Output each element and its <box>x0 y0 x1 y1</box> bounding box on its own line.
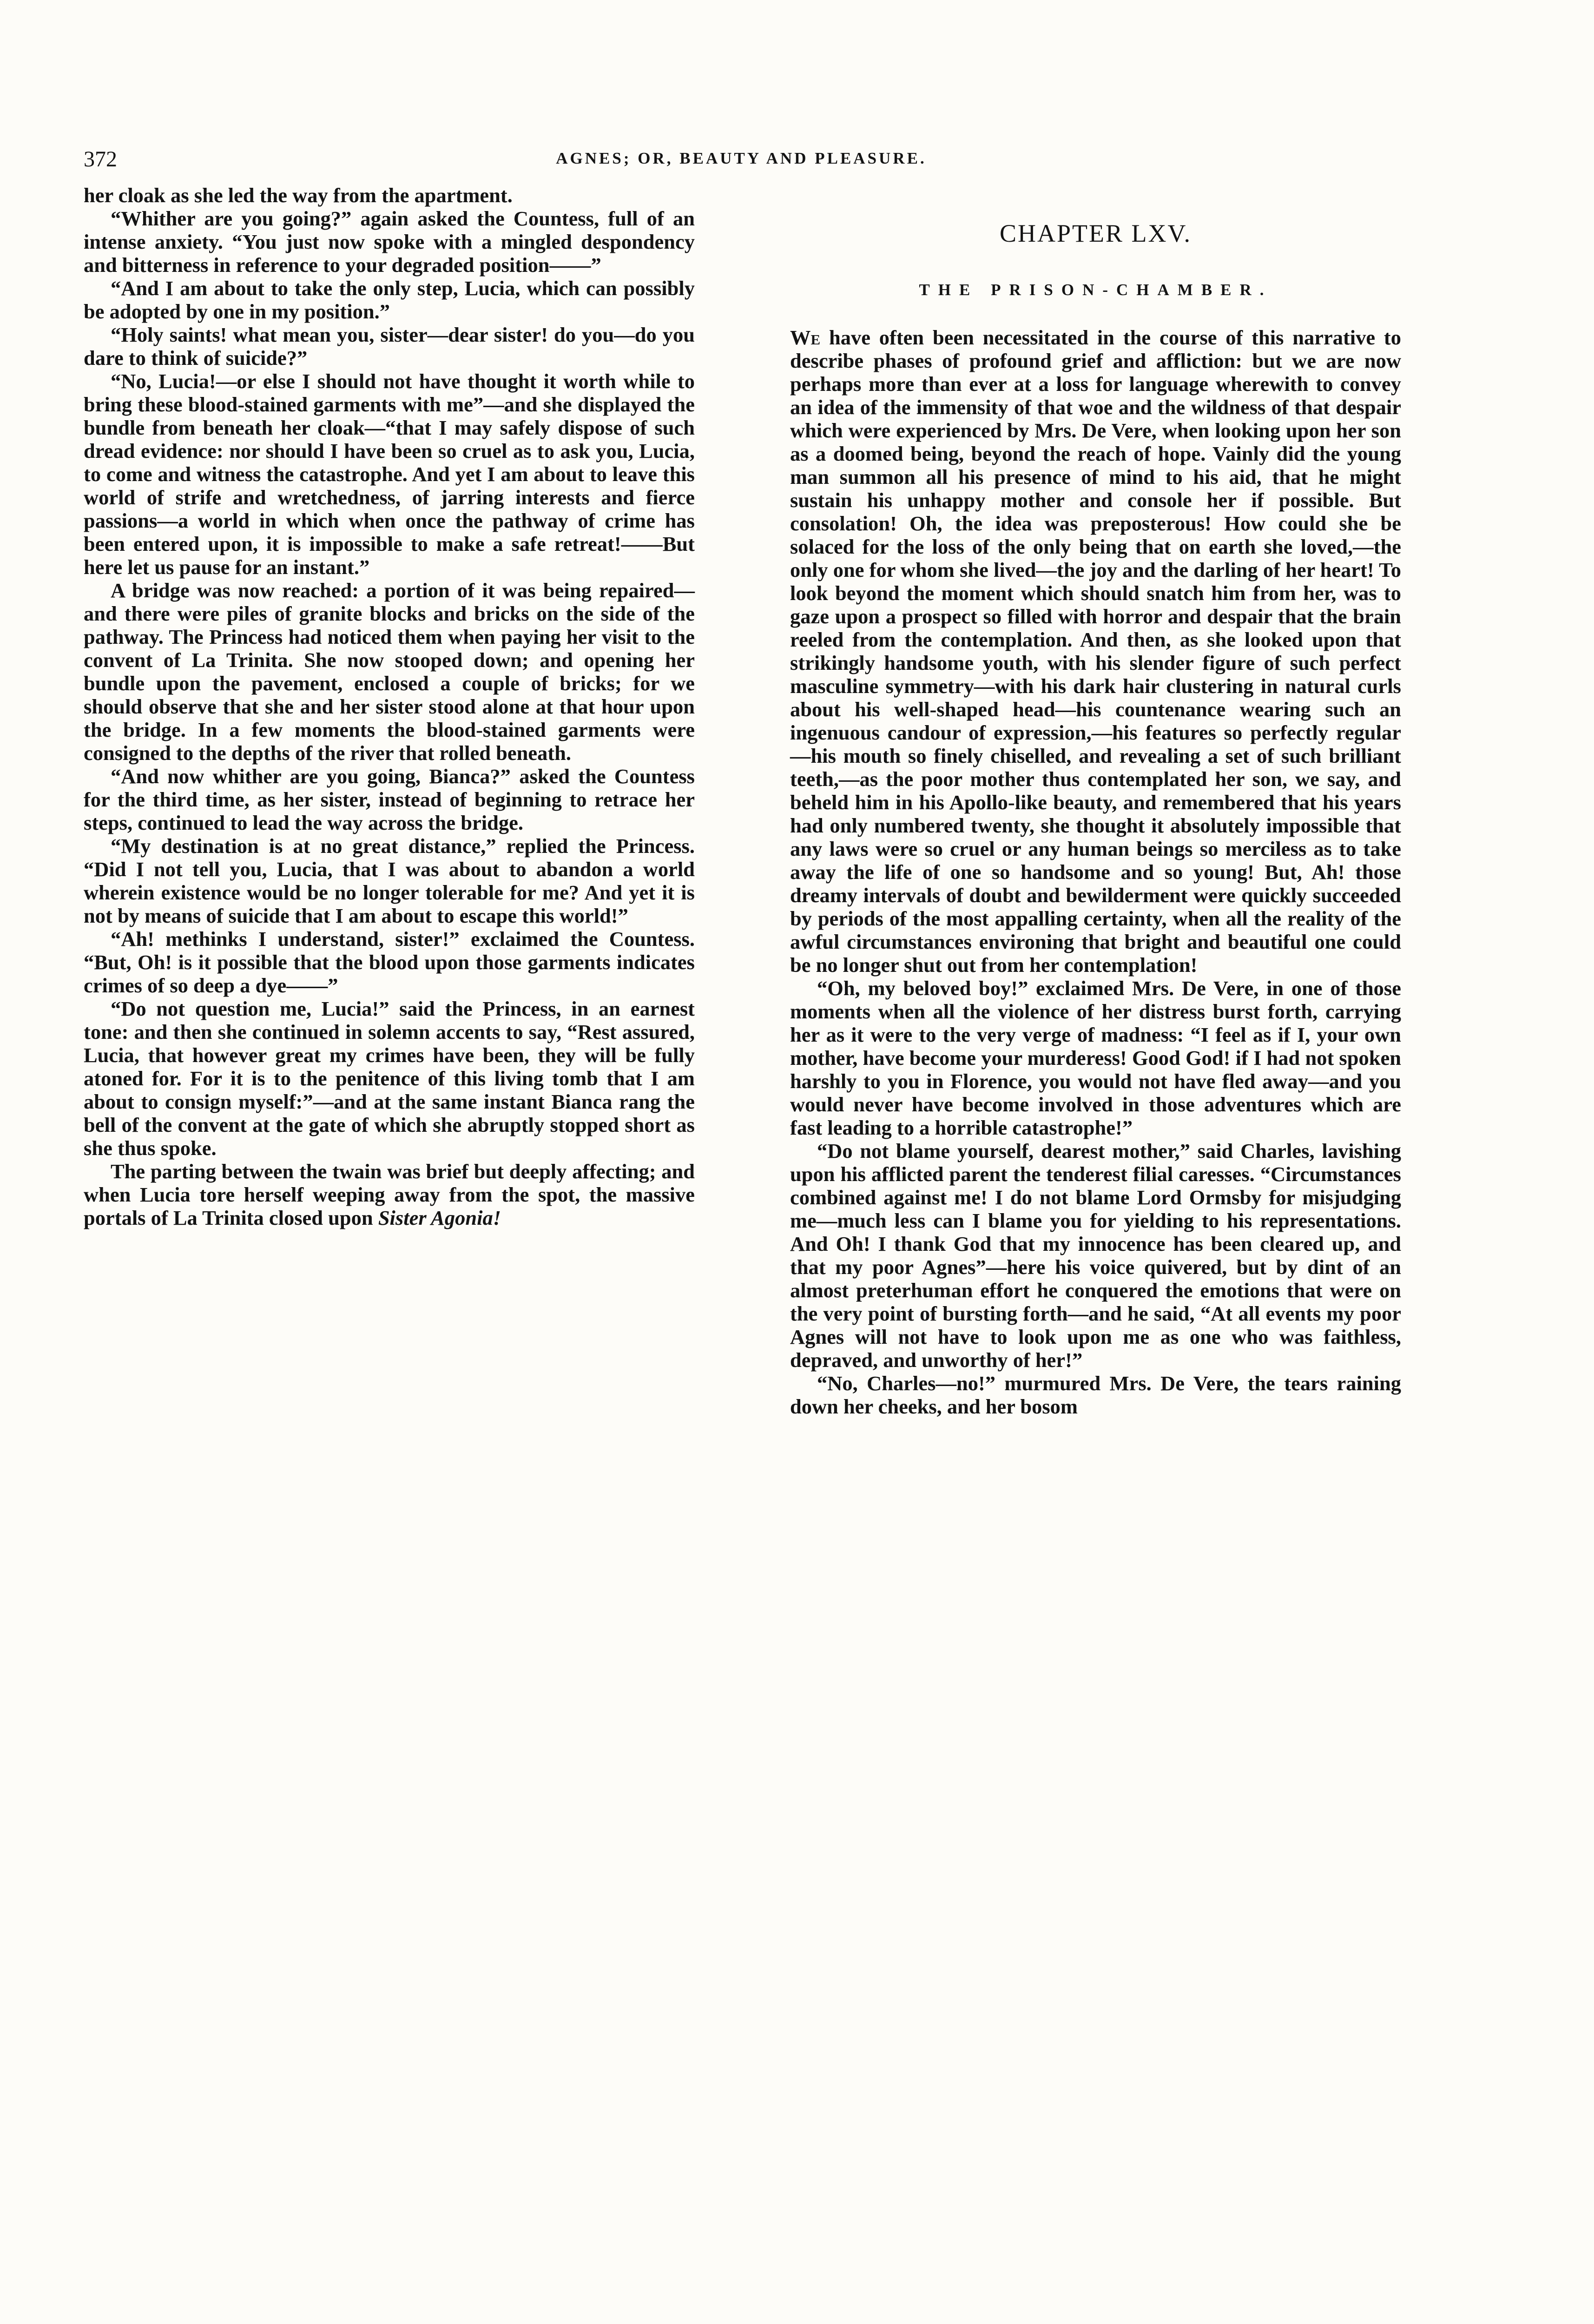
left-column <box>84 184 695 1229</box>
paragraph: “Do not question me, Lucia!” said the Princess, in an earnest tone: and then she continued in solemn accents to say, “Rest assured, Lucia, that however great my crimes have been, they will be fully atoned for. For it is to the penitence of this living tomb that I am about to consign myself:”—and at the same instant Bianca rang the bell of the convent at the gate of which she abruptly stopped short as she thus spoke. <box>84 997 695 1160</box>
paragraph <box>790 326 1401 977</box>
page-header <box>84 146 1399 184</box>
opening-word: We <box>790 326 821 349</box>
paragraph: “Do not blame yourself, dearest mother,” said Charles, lavishing upon his afflicted parent the tenderest filial caresses. “Circumstances combined against me! I do not blame Lord Ormsby for misjudging me—much less can I blame you for yielding to his representations. And Oh! I thank God that my innocence has been cleared up, and that my poor Agnes”—here his voice quivered, but by dint of an almost preterhuman effort he conquered the emotions that were on the very point of bursting forth—and he said, “At all events my poor Agnes will not have to look upon me as one who was faithless, depraved, and unworthy of her!” <box>790 1139 1401 1372</box>
page-number: 372 <box>84 147 117 172</box>
right-column <box>790 184 1401 1418</box>
running-head: AGNES; OR, BEAUTY AND PLEASURE. <box>556 149 927 167</box>
closing-emphasis: Sister Agonia! <box>378 1206 501 1229</box>
paragraph: “And I am about to take the only step, Lucia, which can possibly be adopted by one in my position.” <box>84 277 695 323</box>
paragraph: “My destination is at no great distance,” replied the Princess. “Did I not tell you, Lucia, that I was about to abandon a world wherein existence would be no longer tolerable for me? And yet it is not by means of suicide that I am about to escape this world!” <box>84 834 695 927</box>
paragraph: her cloak as she led the way from the apartment. <box>84 184 513 207</box>
paragraph: “Whither are you going?” again asked the Countess, full of an intense anxiety. “You just now spoke with a mingled despondency and bitterness in reference to your degraded position——” <box>84 207 695 277</box>
paragraph <box>84 1160 695 1229</box>
paragraph: “Ah! methinks I understand, sister!” exclaimed the Countess. “But, Oh! is it possible that the blood upon those garments indicates crimes of so deep a dye——” <box>84 927 695 997</box>
paragraph: “Holy saints! what mean you, sister—dear sister! do you—do you dare to think of suicide?” <box>84 323 695 370</box>
chapter-subtitle: THE PRISON-CHAMBER. <box>919 281 1272 299</box>
paragraph: “No, Lucia!—or else I should not have thought it worth while to bring these blood-stained garments with me”—and she displayed the bundle from beneath her cloak—“that I may safely dispose of such dread evidence: nor should I have been so cruel as to ask you, Lucia, to come and witness the catastrophe. And yet I am about to leave this world of strife and wretchedness, of jarring interests and fierce passions—a world in which when once the pathway of crime has been entered upon, it is impossible to make a safe retreat!——But here let us pause for an instant.” <box>84 370 695 579</box>
paragraph: A bridge was now reached: a portion of it was being repaired—and there were piles of granite blocks and bricks on the side of the pathway. The Princess had noticed them when paying her visit to the convent of La Trinita. She now stooped down; and opening her bundle upon the pavement, enclosed a couple of bricks; for we should observe that she and her sister stood alone at that hour upon the bridge. In a few moments the blood-stained garments were consigned to the depths of the river that rolled beneath. <box>84 579 695 765</box>
chapter-title: CHAPTER LXV. <box>999 219 1192 247</box>
paragraph-text: have often been necessitated in the course of this narrative to describe phases of profound grief and affliction: but we are now perhaps more than ever at a loss for language wherewith to convey an idea of the immensity of that woe and the wildness of that despair which were experienced by Mrs. De Vere, when looking upon her son as a doomed being, beyond the reach of hope. Vainly did the young man summon all his presence of mind to his aid, that he might sustain his unhappy mother and console her if possible. But consolation! Oh, the idea was preposterous! How could she be solaced for the loss of the only being that on earth she loved,—the only one for whom she lived—the joy and the darling of her heart! To look beyond the moment which should snatch him from her, was to gaze upon a prospect so filled with horror and despair that the brain reeled from the contemplation. And then, as she looked upon that strikingly handsome youth, with his slender figure of such perfect masculine symmetry—with his dark hair clustering in natural curls about his well-shaped head—his countenance wearing such an ingenuous candour of expression,—his features so perfectly regular—his mouth so finely chiselled, and revealing a set of such brilliant teeth,—as the poor mother thus contemplated her son, we say, and beheld him in his Apollo-like beauty, and remembered that his years had only numbered twenty, she thought it absolutely impossible that any laws were so cruel or any human beings so merciless as to take away the life of one so handsome and so young! But, Ah! those dreamy intervals of doubt and bewilderment were quickly succeeded by periods of the most appalling certainty, when all the reality of the awful circumstances environing that bright and beautiful one could be no longer shut out from her contemplation! <box>790 326 1401 977</box>
paragraph: “Oh, my beloved boy!” exclaimed Mrs. De Vere, in one of those moments when all the violence of her distress burst forth, carrying her as it were to the very verge of madness: “I feel as if I, your own mother, have become your murderess! Good God! if I had not spoken harshly to you in Florence, you would not have fled away—and you would never have become involved in those adventures which are fast leading to a horrible catastrophe!” <box>790 977 1401 1139</box>
paragraph-text: The parting between the twain was brief but deeply affecting; and when Lucia tore herself weeping away from the spot, the massive portals of La Trinita closed upon <box>84 1160 695 1229</box>
paragraph: “And now whither are you going, Bianca?” asked the Countess for the third time, as her sister, instead of beginning to retrace her steps, continued to lead the way across the bridge. <box>84 765 695 834</box>
paragraph: “No, Charles—no!” murmured Mrs. De Vere, the tears raining down her cheeks, and her bosom <box>790 1372 1401 1418</box>
